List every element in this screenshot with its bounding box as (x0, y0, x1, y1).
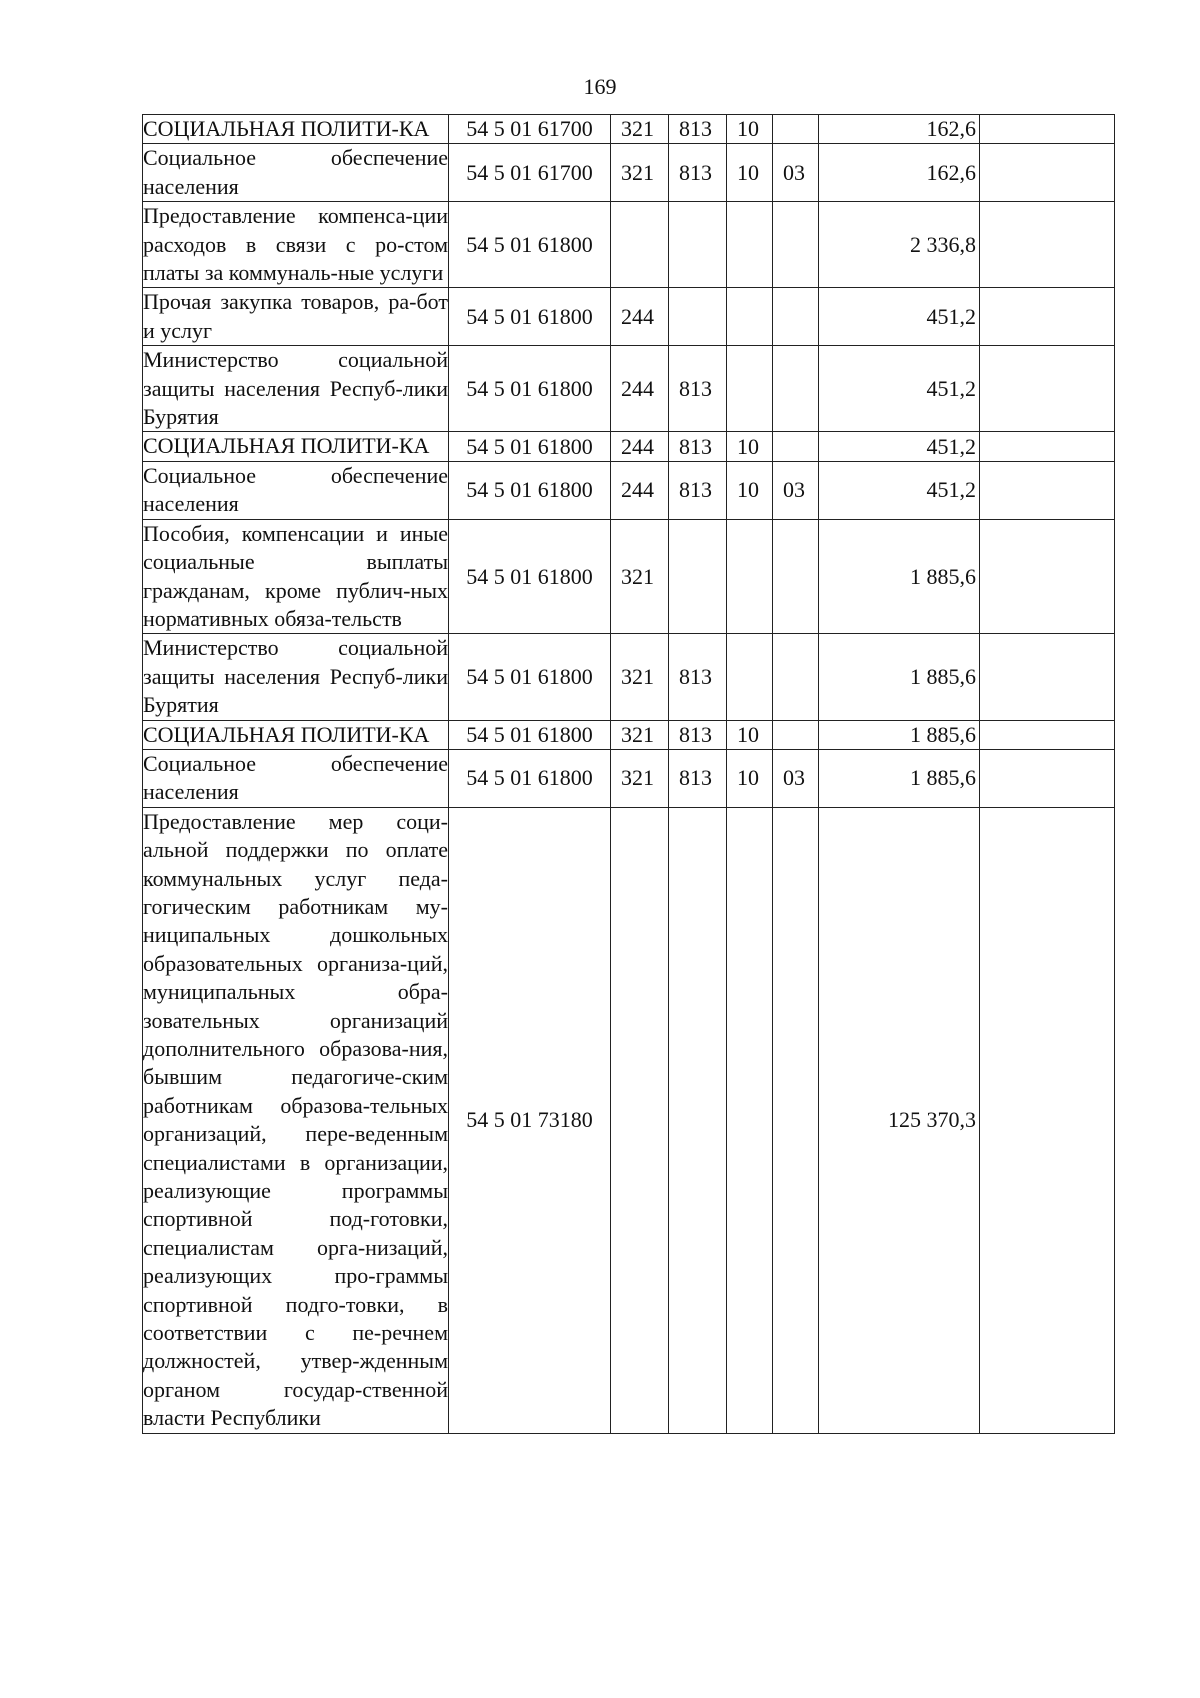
row-extra (980, 720, 1115, 749)
row-amount: 1 885,6 (819, 634, 980, 720)
row-amount: 125 370,3 (819, 807, 980, 1433)
row-extra (980, 202, 1115, 288)
row-section (727, 807, 773, 1433)
row-name: Министерство социальной защиты населения Респуб-лики Бурятия (143, 346, 449, 432)
row-expense-type: 244 (611, 432, 669, 461)
row-section: 10 (727, 432, 773, 461)
row-ministry-code: 813 (669, 144, 727, 202)
row-amount: 451,2 (819, 432, 980, 461)
row-target-code: 54 5 01 73180 (449, 807, 611, 1433)
table-row (143, 144, 1115, 202)
row-name: СОЦИАЛЬНАЯ ПОЛИТИ-КА (143, 432, 449, 461)
row-target-code: 54 5 01 61800 (449, 288, 611, 346)
row-section: 10 (727, 115, 773, 144)
table-row (143, 288, 1115, 346)
row-section: 10 (727, 144, 773, 202)
row-extra (980, 115, 1115, 144)
row-subsection (773, 432, 819, 461)
row-extra (980, 288, 1115, 346)
row-target-code: 54 5 01 61800 (449, 519, 611, 634)
row-subsection (773, 115, 819, 144)
row-extra (980, 461, 1115, 519)
row-section (727, 288, 773, 346)
table-row (143, 461, 1115, 519)
row-ministry-code: 813 (669, 634, 727, 720)
row-name: Социальное обеспечение населения (143, 461, 449, 519)
row-amount: 162,6 (819, 115, 980, 144)
table-row (143, 346, 1115, 432)
row-amount: 451,2 (819, 346, 980, 432)
row-ministry-code: 813 (669, 461, 727, 519)
row-subsection: 03 (773, 749, 819, 807)
row-name: Пособия, компенсации и иные социальные выплаты гражданам, кроме публич-ных нормативных обяза-тельств (143, 519, 449, 634)
row-target-code: 54 5 01 61800 (449, 749, 611, 807)
table-row (143, 202, 1115, 288)
table-row (143, 720, 1115, 749)
row-target-code: 54 5 01 61800 (449, 432, 611, 461)
row-section: 10 (727, 749, 773, 807)
row-expense-type: 321 (611, 144, 669, 202)
row-extra (980, 519, 1115, 634)
row-extra (980, 144, 1115, 202)
row-target-code: 54 5 01 61800 (449, 720, 611, 749)
row-subsection: 03 (773, 461, 819, 519)
table-row (143, 749, 1115, 807)
row-name: Предоставление компенса-ции расходов в связи с ро-стом платы за коммуналь-ные услуги (143, 202, 449, 288)
row-ministry-code: 813 (669, 720, 727, 749)
row-name: Предоставление мер соци-альной поддержки по оплате коммунальных услуг педа-гогическим работникам му-ниципальных дошкольных образовательных организа-ций, муниципальных обра-зовательных организаций дополнительного образова-ния, бывшим педагогиче-ским работникам образова-тельных организаций, пере-веденным специалистами в организации, реализующие программы спортивной под-готовки, специалистам орга-низаций, реализующих про-граммы спортивной подго-товки, в соответствии с пе-речнем должностей, утвер-жденным органом государ-ственной власти Республики (143, 807, 449, 1433)
row-amount: 451,2 (819, 288, 980, 346)
row-ministry-code: 813 (669, 346, 727, 432)
row-subsection (773, 519, 819, 634)
row-extra (980, 749, 1115, 807)
row-name: СОЦИАЛЬНАЯ ПОЛИТИ-КА (143, 115, 449, 144)
row-ministry-code (669, 519, 727, 634)
row-expense-type (611, 202, 669, 288)
row-subsection: 03 (773, 144, 819, 202)
row-expense-type: 321 (611, 720, 669, 749)
row-target-code: 54 5 01 61700 (449, 144, 611, 202)
row-expense-type (611, 807, 669, 1433)
row-extra (980, 346, 1115, 432)
row-expense-type: 321 (611, 115, 669, 144)
row-extra (980, 432, 1115, 461)
table-row (143, 807, 1115, 1433)
row-expense-type: 321 (611, 634, 669, 720)
row-ministry-code: 813 (669, 432, 727, 461)
row-name: Социальное обеспечение населения (143, 749, 449, 807)
row-ministry-code: 813 (669, 749, 727, 807)
row-target-code: 54 5 01 61800 (449, 461, 611, 519)
row-expense-type: 244 (611, 288, 669, 346)
row-ministry-code (669, 288, 727, 346)
row-extra (980, 634, 1115, 720)
row-expense-type: 244 (611, 346, 669, 432)
table-row (143, 115, 1115, 144)
budget-table (142, 114, 1115, 1434)
row-ministry-code (669, 202, 727, 288)
row-name: Прочая закупка товаров, ра-бот и услуг (143, 288, 449, 346)
table-row (143, 432, 1115, 461)
row-amount: 1 885,6 (819, 720, 980, 749)
budget-table-body (143, 115, 1115, 1434)
row-ministry-code (669, 807, 727, 1433)
row-name: Министерство социальной защиты населения Респуб-лики Бурятия (143, 634, 449, 720)
row-ministry-code: 813 (669, 115, 727, 144)
row-amount: 451,2 (819, 461, 980, 519)
row-section: 10 (727, 720, 773, 749)
row-amount: 1 885,6 (819, 749, 980, 807)
row-expense-type: 244 (611, 461, 669, 519)
table-row (143, 634, 1115, 720)
row-amount: 2 336,8 (819, 202, 980, 288)
row-extra (980, 807, 1115, 1433)
page-number: 169 (583, 74, 617, 99)
row-expense-type: 321 (611, 749, 669, 807)
row-target-code: 54 5 01 61800 (449, 634, 611, 720)
row-section: 10 (727, 461, 773, 519)
row-target-code: 54 5 01 61700 (449, 115, 611, 144)
row-name: СОЦИАЛЬНАЯ ПОЛИТИ-КА (143, 720, 449, 749)
row-subsection (773, 720, 819, 749)
table-row (143, 519, 1115, 634)
row-subsection (773, 634, 819, 720)
row-section (727, 634, 773, 720)
row-section (727, 519, 773, 634)
row-expense-type: 321 (611, 519, 669, 634)
row-amount: 162,6 (819, 144, 980, 202)
row-subsection (773, 202, 819, 288)
row-section (727, 346, 773, 432)
row-subsection (773, 288, 819, 346)
row-amount: 1 885,6 (819, 519, 980, 634)
row-subsection (773, 807, 819, 1433)
row-name: Социальное обеспечение населения (143, 144, 449, 202)
row-target-code: 54 5 01 61800 (449, 202, 611, 288)
row-section (727, 202, 773, 288)
row-subsection (773, 346, 819, 432)
row-target-code: 54 5 01 61800 (449, 346, 611, 432)
